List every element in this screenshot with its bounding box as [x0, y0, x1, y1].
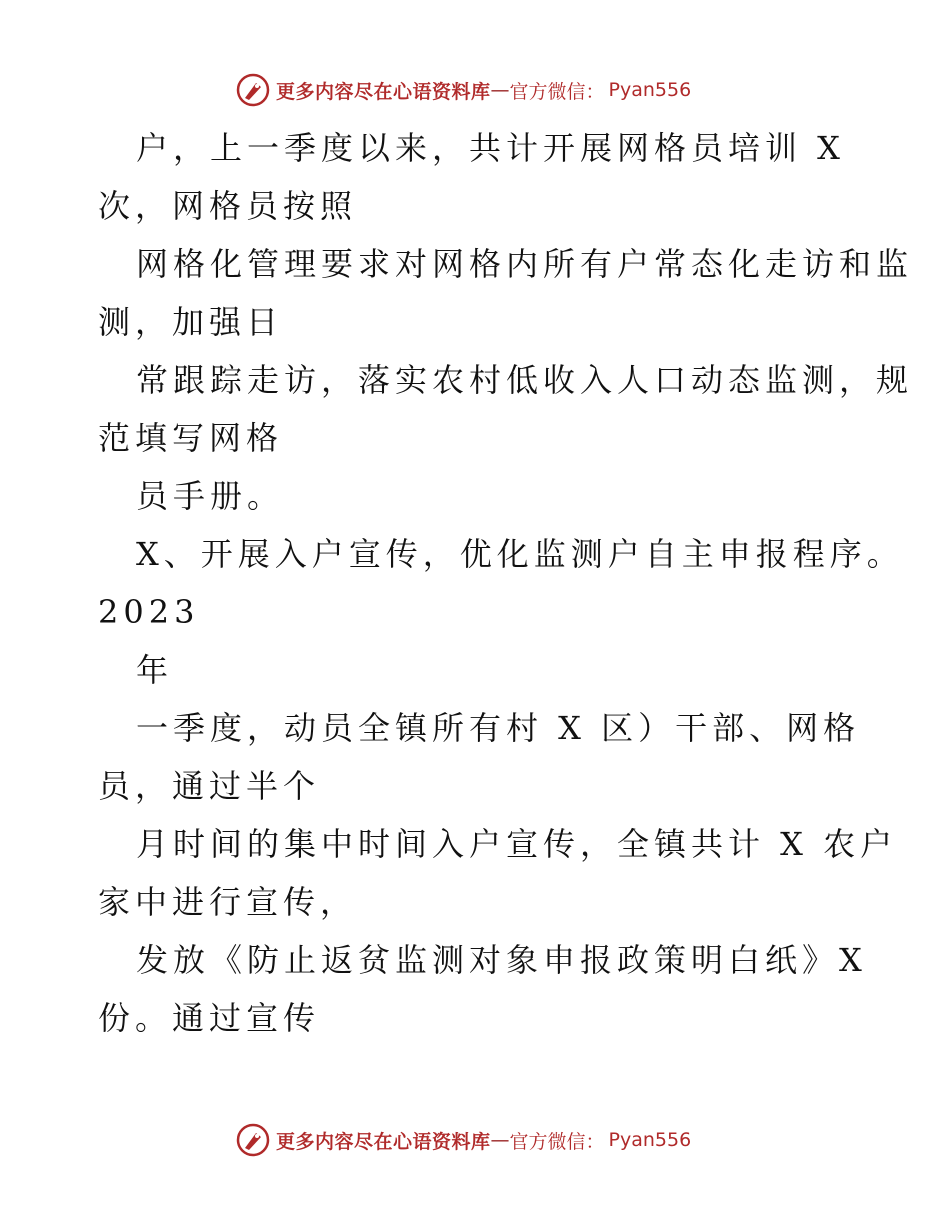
page-header-watermark [236, 72, 691, 108]
body-line: 家中进行宣传， [98, 883, 358, 921]
body-line: 年 [136, 651, 174, 689]
body-line: 员手册。 [136, 477, 285, 515]
body-line: 一季度，动员全镇所有村 X 区）干部、网格 [136, 709, 861, 747]
footer-contact-label: 官方微信： [509, 1130, 605, 1153]
body-line: 常跟踪走访，落实农村低收入人口动态监测，规 [136, 361, 914, 399]
body-line: 月时间的集中时间入户宣传，全镇共计 X 农户 [136, 825, 898, 863]
page-footer-watermark [236, 1122, 691, 1158]
body-line: 户，上一季度以来，共计开展网格员培训 X [136, 129, 845, 167]
body-line: 次，网格员按照 [98, 187, 358, 225]
pen-nib-logo-icon [236, 1123, 270, 1157]
header-brand-text: 更多内容尽在心语资料库 [276, 80, 491, 103]
header-wechat-id: Pyan556 [608, 79, 692, 101]
body-line: 网格化管理要求对网格内所有户常态化走访和监 [136, 245, 914, 283]
body-line: 份。通过宣传 [98, 999, 321, 1037]
body-line: 测，加强日 [98, 303, 284, 341]
header-contact-label: 官方微信： [509, 80, 605, 103]
header-separator: — [490, 79, 510, 101]
footer-wechat-id: Pyan556 [608, 1129, 692, 1151]
footer-brand-text: 更多内容尽在心语资料库 [276, 1130, 491, 1153]
body-line: 范填写网格 [98, 419, 284, 457]
body-line: X、开展入户宣传，优化监测户自主申报程序。 [136, 535, 904, 573]
footer-separator: — [490, 1129, 510, 1151]
pen-nib-logo-icon [236, 73, 270, 107]
body-line: 2023 [98, 593, 200, 631]
body-line: 发放《防止返贫监测对象申报政策明白纸》X [136, 941, 867, 979]
body-line: 员，通过半个 [98, 767, 321, 805]
